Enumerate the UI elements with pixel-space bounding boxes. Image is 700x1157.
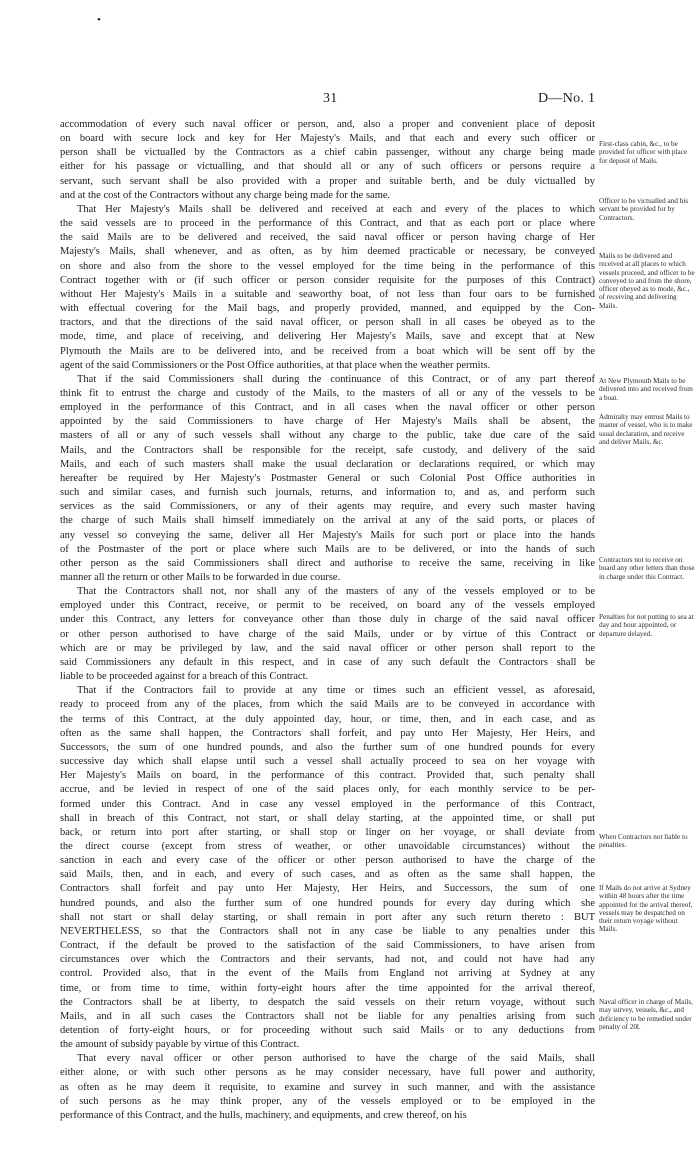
text-line: the terms of this Contract, at the duly appointed day, hour, or time, then, and in each case, and as — [60, 713, 595, 725]
text-line: Mails, and in all such cases the Contractors shall not be liable for any penalties arising from such — [60, 1010, 595, 1022]
text-line: That if the Contractors fail to provide at any time or times such an efficient vessel, as aforesaid, — [77, 685, 595, 697]
text-line: or other person authorised to have charge of the said Mails, under or by virtue of this Contract or — [60, 628, 595, 640]
text-line: employed in the performance of this Contract, and in all cases when the naval officer or other person — [60, 402, 595, 414]
text-line: the Contractors shall be at liberty, to despatch the said vessels on their return voyage, without such — [60, 996, 595, 1008]
margin-note: First-class cabin, &c., to be provided for officer with place for deposit of Mails. — [599, 140, 688, 165]
margin-note: At New Plymouth Mails to be delivered into and received from a boat. — [599, 377, 693, 402]
text-line: and at the cost of the Contractors without any charge being made for the same. — [60, 189, 391, 201]
text-line: such and similar cases, and furnish such journals, returns, and information to, and as, and perform such — [60, 487, 595, 499]
margin-note: Officer to be victualled and his servant be provided for by Contractors. — [599, 197, 689, 222]
text-line: That the Contractors shall not, nor shall any of the masters of any of the vessels employed or to be — [77, 586, 595, 598]
text-line: servant, such servant shall be also provided with a proper and suitable berth, and be duly victualled by — [60, 175, 595, 187]
margin-note: When Contractors not liable to penalties. — [599, 833, 688, 850]
text-line: the direct course (except from stress of weather, or other unavoidable circumstances) without the — [60, 840, 595, 852]
text-line: masters of all or any of such vessels shall without any charge to the public, take due care of the said — [60, 430, 595, 442]
text-line: sanction in each and every case of the officer or other person authorised to have the charge of the — [60, 855, 595, 867]
text-line: manner all the return or other Mails to be forwarded in due course. — [60, 572, 341, 583]
text-line: formed under this Contract. And in case any vessel employed in the performance of this Contract, — [60, 798, 595, 810]
text-line: successive day which shall elapse until such a vessel shall actually proceed to sea on her voyage with — [60, 756, 595, 768]
text-line: either alone, or with such other persons as he may consider necessary, have full power and authority, — [60, 1067, 595, 1079]
body-text — [60, 118, 595, 1123]
text-line: Majesty's Mails, shall whenever, and as often, as by him deemed practicable or necessary, be conveyed — [60, 246, 595, 258]
text-line: Contract, if the default be proved to the satisfaction of the said Commissioners, to have arisen from — [60, 940, 595, 952]
text-line: Contractors shall forfeit and pay unto Her Majesty, Her Heirs, and Successors, the sum of one — [60, 883, 595, 895]
text-line: either for his passage or victualling, and that should all or any of such officers or persons require a — [60, 161, 595, 173]
text-line: which are or may be privileged by law, and the said naval officer or other person shall report to the — [60, 642, 595, 654]
text-line: shall not start or shall delay starting, or shall remain in port after any such return thereto : BUT — [60, 911, 595, 923]
text-line: on shore and also from the shore to the vessel employed for the time being in the performance of this — [60, 260, 595, 272]
margin-note: Contractors not to receive on board any other letters than those in charge under this Contract. — [599, 556, 695, 581]
page-number: 31 — [323, 91, 338, 106]
text-line: That if the said Commissioners shall during the continuance of this Contract, or of any part thereof — [77, 373, 595, 385]
margin-note: Admiralty may entrust Mails to master of vessel, who is to make usual declaration, and receive and deliver Mails, &c. — [599, 413, 693, 446]
text-line: hereafter be required by Her Majesty's Postmaster General or such Colonial Post Office authorities in — [60, 472, 595, 484]
text-line: control. Provided also, that in the event of the Mails from England not arriving at Sydney at any — [60, 968, 595, 980]
text-line: services as the said Commissioners, or any of their agents may require, and every such master having — [60, 501, 595, 513]
text-line: on board with secure lock and key for Her Majesty's Mails, and that each and every such officer or — [60, 133, 595, 145]
text-line: of such persons as he may think proper, any of the vessels employed or to be employed in the — [60, 1095, 595, 1107]
margin-note: Mails to be delivered and received at all places to which vessels proceed, and officer to be conveyed to and from the shore, officer obeyed as to mode, &c., of receiving and delivering Mails. — [599, 252, 695, 310]
text-line: performance of this Contract, and the hulls, machinery, and equipments, and crew thereof, on his — [60, 1109, 467, 1121]
text-line: of the Postmaster of the port or place where such Mails are to be delivered, or into the hands of such — [60, 543, 595, 555]
text-line: employed under this Contract, receive, or permit to be received, on board any of the vessels employed — [60, 600, 595, 612]
text-line: the charge of such Mails shall himself immediately on the arrival at any of the said ports, or places of — [60, 515, 595, 527]
text-line: circumstances over which the Contractors and their servants, had not, and could not have had any — [60, 954, 595, 966]
text-line: ready to proceed from any of the places, from which the said Mails are to be conveyed in accordance with — [60, 699, 595, 711]
text-line: said Commissioners any default in this respect, and in case of any such default the Contractors shall be — [60, 656, 595, 668]
text-line: under this Contract, any letters for conveyance other than those duly in charge of the said naval officer — [60, 614, 595, 626]
text-line: person shall be victualled by the Contractors as a chief cabin passenger, without any charge being made — [60, 147, 595, 159]
text-line: accrue, and be levied in respect of one of the said places only, for each monthly service to be per- — [60, 784, 595, 796]
text-line: Mails, and each of such masters shall make the usual declaration or declarations required, or which may — [60, 458, 595, 470]
text-line: the amount of subsidy payable by virtue of this Contract. — [60, 1039, 300, 1051]
text-line: shall in breach of this Contract, not start, or shall delay starting, at the appointed time, or shall put — [60, 812, 595, 824]
text-line: any vessel so conveying the same, deliver all Her Majesty's Mails for such port or place into the hands — [60, 529, 595, 541]
text-line: appointed by the said Commissioners to have charge of Her Majesty's Mails shall be absent, the — [60, 416, 595, 428]
margin-note: If Mails do not arrive at Sydney within 48 hours after the time appointed for the arrival thereof, vessels may be despatched on their return voyage without Mails. — [599, 884, 693, 934]
text-line: Plymouth the Mails are to be delivered into, and be received from a boat which will be sent off by the — [60, 345, 595, 357]
text-line: the said Mails are to be delivered and received, the said naval officer or person having charge of Her — [60, 232, 595, 244]
margin-note: Naval officer in charge of Mails, may survey, vessels, &c., and deficiency to be remedied under penalty of 20l. — [599, 998, 693, 1031]
text-line: detention of forty-eight hours, or for proceeding without such said Mails or to any deductions from — [60, 1025, 595, 1036]
text-line: as often as he may deem it requisite, to examine and survey in such manner, and with the assistance — [60, 1081, 595, 1093]
text-line: Mails, and the Contractors shall be responsible for the receipt, safe custody, and delivery of the said — [60, 444, 595, 456]
text-line: back, or return into port after starting, or shall stop or linger on her voyage, or shall deviate from — [60, 826, 595, 838]
margin-note: Penalties for not putting to sea at day and hour appointed, or departure delayed. — [599, 613, 694, 638]
text-line: hundred pounds, and also the further sum of one hundred pounds for every day during which she — [60, 897, 595, 909]
text-line: think fit to entrust the charge and custody of the Mails, to the masters of all or any of the vessels to be — [60, 387, 595, 399]
document-reference: D—No. 1 — [538, 91, 596, 106]
text-line: other person as the said Commissioners shall direct and authorise to receive the same, receiving in like — [60, 557, 595, 569]
text-line: That Her Majesty's Mails shall be delivered and received at each and every of the places to which — [77, 203, 595, 215]
text-line: often as the same shall happen, the Contractors shall forfeit, and pay unto Her Majesty, Her Heirs, and — [60, 727, 595, 739]
text-line: tractors, and that the directions of the said naval officer, or person shall in all cases be obeyed as to the — [60, 317, 595, 329]
text-line: Successors, the sum of one hundred pounds, and also the further sum of one hundred pounds for every — [60, 741, 595, 753]
text-line: Her Majesty's Mails on board, in the performance of this contract. Provided that, such penalty shall — [60, 770, 595, 782]
text-line: NEVERTHELESS, so that the Contractors shall not in any case be liable to any penalties under this — [60, 925, 595, 937]
text-line: Contract together with or (if such officer or person consider requisite for the purposes of this Contract) — [60, 274, 595, 286]
text-line: without Her Majesty's Mails in a suitable and seaworthy boat, of not less than four oars to be furnished — [60, 288, 595, 300]
text-line: the said vessels are to proceed in the performance of this Contract, and that as each port or place where — [60, 218, 595, 230]
text-line: mode, time, and place of receiving, and delivering Her Majesty's Mails, save and except that at New — [60, 331, 595, 343]
text-line: liable to be proceeded against for a breach of this Contract. — [60, 671, 309, 683]
text-line: accommodation of every such naval officer or person, and, also a proper and convenient place of deposit — [60, 119, 595, 130]
text-line: with effectual covering for the Mail bags, and properly provided, manned, and equipped by the Con- — [60, 303, 595, 315]
text-line: agent of the said Commissioners or the Post Office authorities, at that place when the weather permits. — [60, 359, 491, 371]
text-line: time, or from time to time, within forty-eight hours after the time appointed for the arrival thereof, — [60, 982, 595, 994]
text-line: That every naval officer or other person authorised to have the charge of the said Mails, shall — [77, 1053, 595, 1065]
text-line: said Mails, then, and in each, and every of such cases, and as often as the same shall happen, the — [60, 869, 595, 881]
corner-mark: • — [97, 14, 101, 26]
